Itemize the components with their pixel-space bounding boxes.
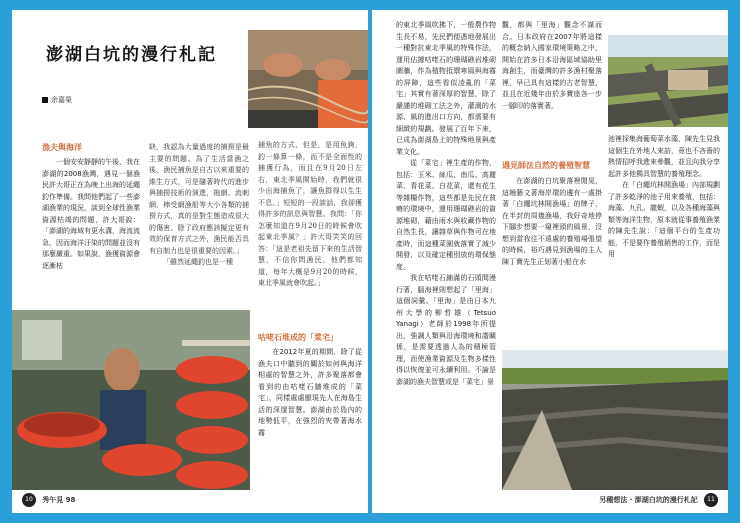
left-col3-text: 捕魚的方式，但是，是用魚鉤，釣一條算一條，而不是全面性的捕獲行為，而且在9月20日左右，東北季風開始時，我們就很少出海捕魚了，讓魚群得以生生不息。」短短的一段談話，我卻獲得許多的訊息與智慧。我問：「你怎麼知道在9月20日的時候會吹起東北季風？」許大哥笑笑的回答：「這是老祖先留下來的生活智慧，不信你問漁民，他們都知道，每年大概是9月20的時候，東北季風就會吹起。」 xyxy=(258,141,362,287)
author-name: 余嘉榮 xyxy=(51,96,72,104)
right-col2-para2 xyxy=(502,176,602,268)
right-col2-para1 xyxy=(502,20,602,112)
right-col2-text2: 在澎湖的白坑聚落裡閒晃，這趟藝文著海岸環的邊有一處掛著「白繩坑林開漁場」的牌子，在半封的周幾漁場，我好奇地停下腳步想要一窺裡頭的風景，沒想到當我往不遠處的養殖場張望的時候，裕巧遇見到漁場的主人陳丁寶先生正划著小船在水 xyxy=(502,177,602,266)
section-running-head: 另種想法 · 澎湖白坑的漫行札記 xyxy=(599,496,698,504)
article-title: 澎湖白坑的漫行札記 xyxy=(46,45,217,65)
right-col2-text1: 觀，都與「里海」觀念不謀而合。日本政府在2007年將這樣的概念納入國家環境策略之中，開始在許多日本沿海區域協助里海創生，而臺灣的許多漁村聚落裡，早已具有這樣的古老智慧，並且在近幾年由於多寶座各一步一腳印的落實著。 xyxy=(502,21,602,110)
left-col3-para2 xyxy=(258,347,362,439)
heading-stone-garden: 咕咾石堆成的「菜宅」 xyxy=(258,333,338,342)
left-folio xyxy=(18,493,75,507)
magazine-name: 秀午見 98 xyxy=(42,496,76,504)
left-col1-para1 xyxy=(42,157,140,272)
right-col3-text2: 在「白繩坑林開漁場」內部規劃了許多乾淨的池子用來養殖，包括：海藻、九孔、龍蝦，以及各種海藻與類等海洋生物，原本就從事養殖漁業的陳先生說：「這個平台的生產功能，不是要作養殖銷售的工作，而是用 xyxy=(608,181,720,258)
right-folio xyxy=(599,493,722,507)
photo-hands-fishing-line xyxy=(248,30,368,128)
left-page xyxy=(12,10,368,513)
left-col3-para xyxy=(258,140,362,290)
right-col1-text2: 從「菜宅」裡生產的作物，包括：玉米、絲瓜、南瓜、高麗菜、青花菜、白花菜，還有花生等雜糧作物，這些都是先民在貧瘠的環境中，運用珊瑚礁岩的資源堆砌，藉由雨水與收藏作物的自然生長，讓雜草與作物可在地產時，而這種菜園就落實了減少開發，以及確定種別放的環保態度。 xyxy=(396,159,496,271)
author-byline xyxy=(42,95,72,105)
right-col1-para xyxy=(396,20,496,388)
byline-marker-icon xyxy=(42,97,48,103)
photo-coral-stone-wall xyxy=(502,350,728,490)
right-col1-text1: 的東北季風吹拂下，一般農作物生長不易，先民們便憑地發展出一種對抗東北季風的特殊作法，運用佔據咕咾石的珊瑚礁岩堆砌圍牆，作為植物抵禦寒風與海霧的屏障，這些看似凌亂的「菜宅」其實有著深厚的智慧，除了嚴謹的堆砌工法之外，灌溉的水源、風的進出口方向，都需要有細緻的規劃。發展了百年下來，已成為澎湖島上的特殊地景與產業文化。 xyxy=(396,21,496,156)
photo-stone-walls-top xyxy=(608,35,728,127)
right-col3-para xyxy=(608,134,720,261)
heading-aquaculture: 遇見師法自然的養殖智慧 xyxy=(502,161,590,170)
left-col2-text: 缺，我認為大量過度的捕撈是最主要的問題。為了生活當漁之後，漁民捕魚是自古以來重要的維生方式，可是隨著時代的進步與捕撈技術的演進，拖網、流刺網、棒受網漁船等大小各類的捕撈方式，真的是對生態造成很大的傷害。除了政府應該擬定更有效的保育方式之外，漁民能否具有自制力也是很重要的因素。」 xyxy=(149,143,249,255)
photo-fisherman-baskets xyxy=(12,310,250,490)
right-col1-text3: 我在咕咾石鋪滿的石頭間漫行著，腦海裡則想起了「里海」這個詞彙。「里海」是由日本九州大學的柳哲雄（Tetsuo Yanagi）老師於1998年所提出，強調人類與沿海環境和諧關係，是需要透過人為的積極管理，而使漁業資源及生物多樣性得以恢復並可永續利用。不論是澎湖的漁夫智慧或是「菜宅」景 xyxy=(396,274,496,386)
left-col2-text2: 「雖然延繩釣也是一種 xyxy=(163,258,233,266)
heading-fisherman: 漁夫與海洋 xyxy=(42,143,82,152)
left-col3-text2: 在2012年夏的期間，除了從漁夫口中聽到的關於如何與海洋相處的智慧之外，許多聚落都會看到的由咕咾石牆堆成的「菜宅」，同樣處處顯現先人在海島生活的深邃智慧。澎湖由於島內的地勢低平，在強烈的夾帶著海水霧 xyxy=(258,348,362,437)
left-col2-para xyxy=(149,142,249,269)
right-page xyxy=(372,10,728,513)
left-page-number: 10 xyxy=(22,493,36,507)
right-page-number: 11 xyxy=(704,493,718,507)
right-col3-text1: 池裡採集海葡萄菜水藻，陳先生見我這個生在外地人來訪，竟也不吝嗇的熱情招呼我進來參觀，並且向我分享起許多他獨具智慧的養殖理念。 xyxy=(608,135,720,178)
left-col1-text: 一個安安靜靜的午後，我在澎湖的2008漁灣，遇見一個漁民許大哥正在為晚上出海的延繩釣作準備。我問他們起了一些澎湖漁業的現況，談到全球性漁業資源枯竭的問題，許大哥說：「澎湖的海域有更水溝，海流流急，因而海洋汙染的問題並沒有那麼嚴重。如果說，漁獲資源會逐漸枯 xyxy=(42,158,140,270)
